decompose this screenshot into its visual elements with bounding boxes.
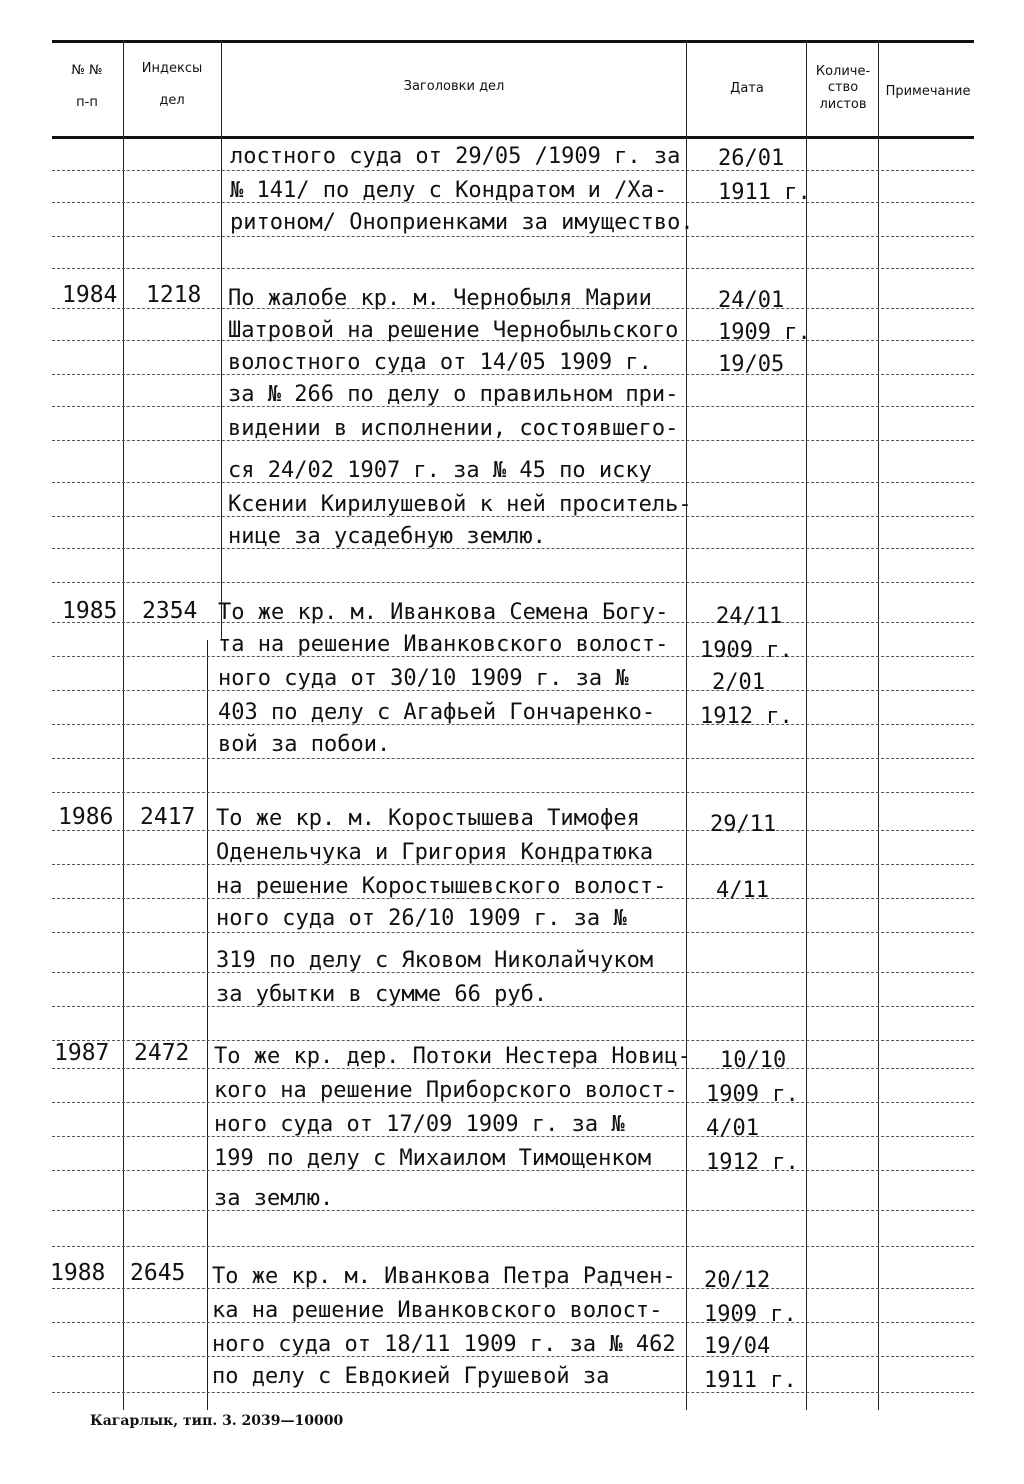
entry-number: 1984 — [62, 282, 118, 308]
header-note: Примечание — [885, 84, 971, 99]
printer-imprint: Кагарлык, тип. 3. 2039—10000 — [90, 1413, 344, 1429]
header-num-line1: № № — [71, 63, 103, 78]
header-count-line3: листов — [819, 96, 867, 112]
entry-index: 1218 — [146, 282, 202, 308]
entry-date: 1912 г. — [706, 1150, 799, 1175]
entry-date: 1909 г. — [706, 1082, 799, 1107]
entry-index: 2354 — [142, 598, 198, 624]
row-rule — [52, 236, 974, 237]
entry-text-line: ся 24/02 1907 г. за № 45 по иску — [228, 458, 652, 483]
entry-date: 4/11 — [716, 878, 769, 903]
entry-text-line: по делу с Евдокией Грушевой за — [212, 1364, 610, 1389]
header-title: Заголовки дел — [403, 79, 505, 94]
row-rule — [52, 582, 974, 583]
entry-text-line: ного суда от 18/11 1909 г. за № 462 — [212, 1332, 676, 1357]
entry-date: 1909 г. — [700, 638, 793, 663]
entry-date: 10/10 — [720, 1048, 787, 1073]
entry-text-line: 199 по делу с Михаилом Тимощенком — [214, 1146, 652, 1171]
entry-index: 2472 — [134, 1040, 190, 1066]
entry-date: 1909 г. — [704, 1302, 797, 1327]
entry-text-line: ного суда от 30/10 1909 г. за № — [218, 666, 629, 691]
entry-date: 1909 г. — [718, 320, 811, 345]
header-num-line2: п-п — [76, 94, 98, 110]
entry-text-line: на решение Коростышевского волост- — [216, 874, 667, 899]
table-top-border — [52, 40, 974, 43]
header-index-line2: дел — [159, 92, 185, 108]
entry-date: 24/11 — [716, 604, 783, 629]
entry-text-line: То же кр. м. Иванкова Семена Богу- — [218, 600, 669, 625]
entry-text-line: лостного суда от 29/05 /1909 г. за — [230, 144, 681, 169]
entry-index: 2645 — [130, 1260, 186, 1286]
header-index-line1: Индексы — [141, 61, 203, 76]
entry-date: 1911 г. — [704, 1368, 797, 1393]
header-bottom-border — [52, 136, 974, 139]
entry-text-line: волостного суда от 14/05 1909 г. — [228, 350, 652, 375]
entry-text-line: ритоном/ Оноприенками за имущество. — [230, 210, 694, 235]
row-rule — [52, 758, 974, 759]
entry-text-line: за № 266 по делу о правильном при- — [228, 382, 679, 407]
header-count-line2: ство — [827, 80, 859, 96]
entry-text-line: вой за побои. — [218, 732, 391, 757]
entry-text-line: Ксении Кирилушевой к ней проситель- — [228, 492, 692, 517]
entry-text-line: видении в исполнении, состоявшего- — [228, 416, 679, 441]
entry-date: 20/12 — [704, 1268, 771, 1293]
entry-text-line: 319 по делу с Яковом Николайчуком — [216, 948, 654, 973]
row-rule — [52, 1246, 974, 1247]
entry-date: 19/05 — [718, 352, 785, 377]
entry-date: 1912 г. — [700, 704, 793, 729]
entry-text-line: То же кр. м. Иванкова Петра Радчен- — [212, 1264, 676, 1289]
entry-number: 1987 — [54, 1040, 110, 1066]
entry-text-line: нице за усадебную землю. — [228, 524, 546, 549]
header-index — [124, 60, 220, 109]
header-date: Дата — [730, 81, 764, 96]
entry-number: 1988 — [50, 1260, 106, 1286]
entry-text-line: ного суда от 26/10 1909 г. за № — [216, 906, 627, 931]
row-rule — [52, 1040, 974, 1041]
entry-text-line: ного суда от 17/09 1909 г. за № — [214, 1112, 625, 1137]
entry-text-line: То же кр. м. Коростышева Тимофея — [216, 806, 640, 831]
entry-number: 1986 — [58, 804, 114, 830]
column-divider — [207, 640, 208, 1410]
entry-index: 2417 — [140, 804, 196, 830]
row-rule — [52, 268, 974, 269]
entry-text-line: за землю. — [214, 1186, 334, 1211]
entry-text-line: То же кр. дер. Потоки Нестера Новиц- — [214, 1044, 691, 1069]
entry-text-line: Шатровой на решение Чернобыльского — [228, 318, 679, 343]
row-rule — [52, 932, 974, 933]
row-rule — [52, 1392, 974, 1393]
column-divider — [878, 40, 879, 1410]
row-rule — [52, 792, 974, 793]
row-rule — [52, 170, 974, 171]
entry-text-line: ка на решение Иванковского волост- — [212, 1298, 663, 1323]
entry-text-line: та на решение Иванковского волост- — [218, 632, 669, 657]
header-count — [808, 64, 878, 113]
header-count-line1: Количе- — [815, 64, 871, 79]
header-num — [52, 62, 122, 111]
entry-date: 24/01 — [718, 288, 785, 313]
entry-date: 2/01 — [712, 670, 765, 695]
entry-text-line: кого на решение Приборского волост- — [214, 1078, 678, 1103]
entry-date: 19/04 — [704, 1334, 771, 1359]
entry-text-line: № 141/ по делу с Кондратом и /Ха- — [230, 178, 668, 203]
column-divider — [686, 40, 687, 1410]
entry-text-line: По жалобе кр. м. Чернобыля Марии — [228, 286, 652, 311]
column-divider — [806, 40, 807, 1410]
column-divider — [123, 40, 124, 1410]
entry-text-line: Оденельчука и Григория Кондратюка — [216, 840, 654, 865]
entry-date: 29/11 — [710, 812, 777, 837]
entry-date: 1911 г. — [718, 180, 811, 205]
entry-date: 26/01 — [718, 146, 785, 171]
entry-text-line: за убытки в сумме 66 руб. — [216, 982, 548, 1007]
row-rule — [52, 1210, 974, 1211]
entry-number: 1985 — [62, 598, 118, 624]
entry-date: 4/01 — [706, 1116, 759, 1141]
entry-text-line: 403 по делу с Агафьей Гончаренко- — [218, 700, 656, 725]
